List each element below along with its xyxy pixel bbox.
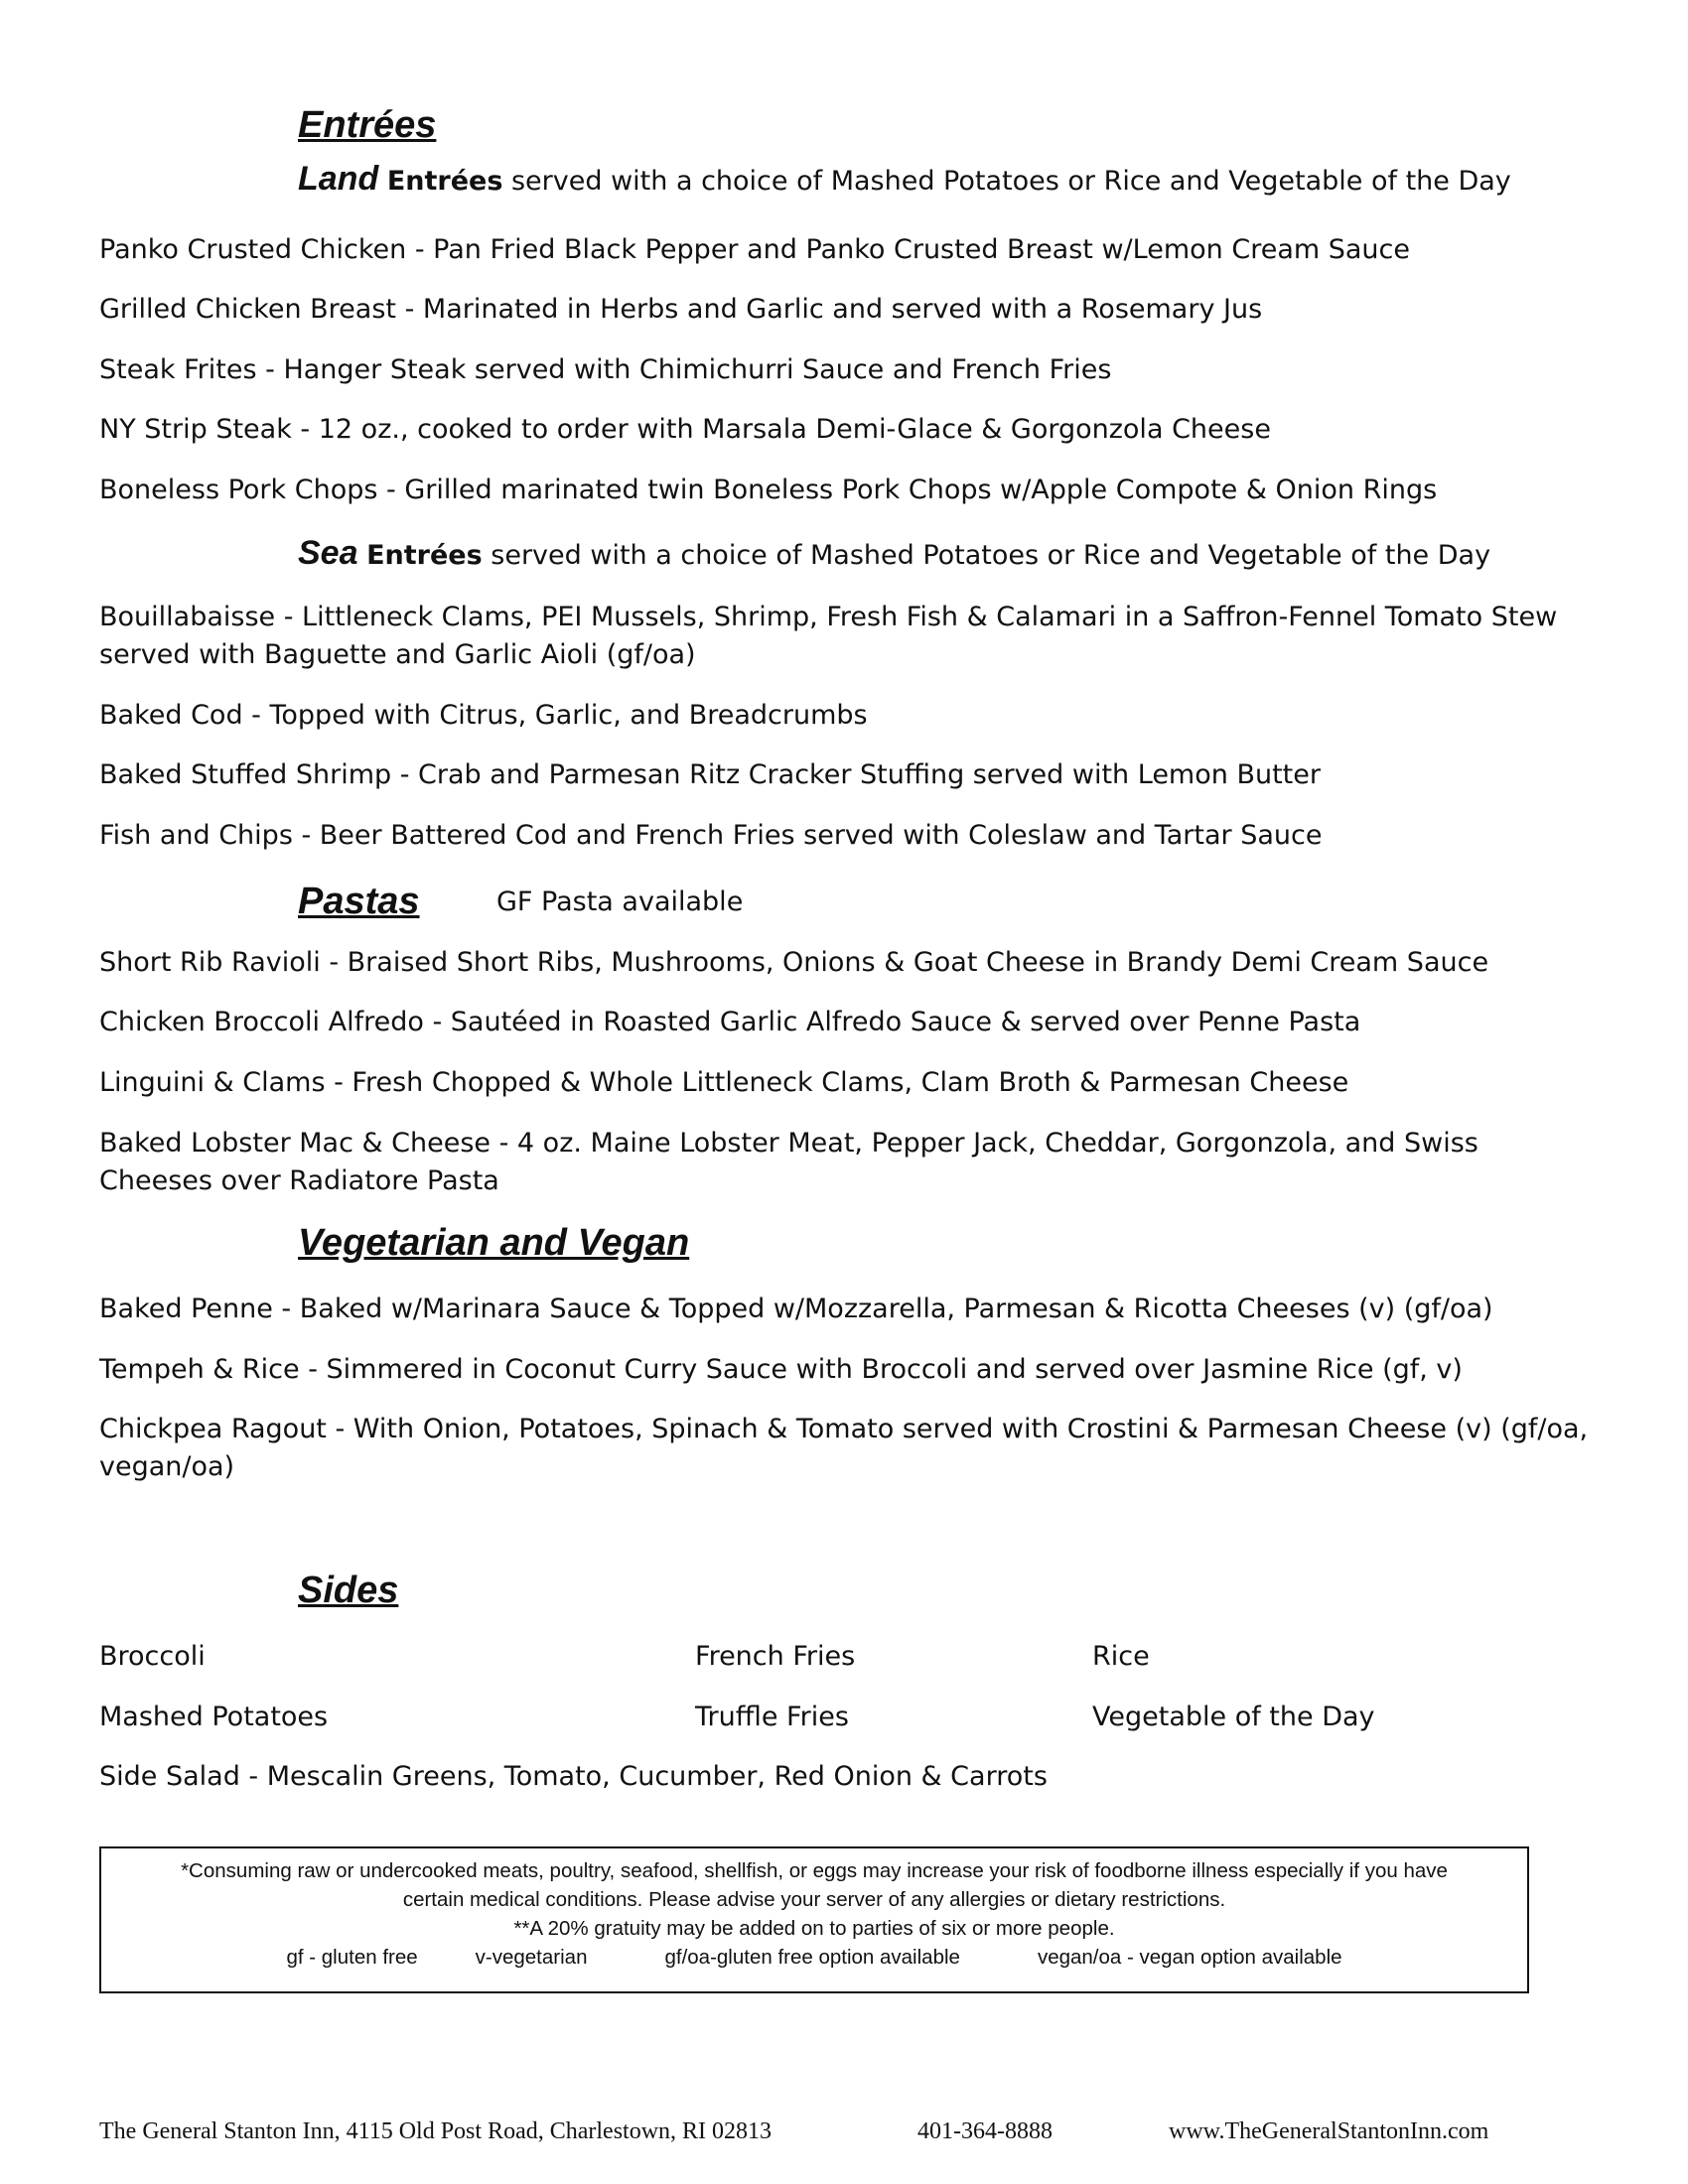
sea-entrees-label: Entrées — [366, 540, 483, 571]
notice-line-2: certain medical conditions. Please advise your server of any allergies or dietary restrictions. — [402, 1888, 1226, 1911]
side-item: Vegetable of the Day — [1092, 1702, 1375, 1732]
legend-v: v-vegetarian — [475, 1946, 588, 1969]
sea-subheading — [298, 536, 1490, 573]
dietary-legend — [101, 1943, 1527, 1972]
land-label: Land — [298, 160, 379, 198]
sea-description: served with a choice of Mashed Potatoes or Rice and Vegetable of the Day — [482, 540, 1491, 571]
land-description: served with a choice of Mashed Potatoes or Rice and Vegetable of the Day — [502, 166, 1511, 197]
footer-address: The General Stanton Inn, 4115 Old Post Road, Charlestown, RI 02813 — [99, 2118, 773, 2144]
menu-item: Chickpea Ragout - With Onion, Potatoes, Spinach & Tomato served with Crostini & Parmesan Cheese (v) (gf/oa, vegan/oa) — [99, 1414, 1589, 1482]
sea-label: Sea — [298, 534, 358, 572]
footer-phone: 401-364-8888 — [917, 2118, 1053, 2144]
notice-line-3: **A 20% gratuity may be added on to parties of six or more people. — [513, 1917, 1115, 1940]
menu-item: Panko Crusted Chicken - Pan Fried Black Pepper and Panko Crusted Breast w/Lemon Cream Sauce — [99, 234, 1410, 265]
menu-item: Short Rib Ravioli - Braised Short Ribs, Mushrooms, Onions & Goat Cheese in Brandy Demi Cream Sauce — [99, 947, 1489, 978]
menu-item: Fish and Chips - Beer Battered Cod and French Fries served with Coleslaw and Tartar Sauce — [99, 820, 1323, 851]
side-item: Broccoli — [99, 1641, 206, 1672]
legend-gf: gf - gluten free — [286, 1946, 418, 1969]
menu-item: Baked Lobster Mac & Cheese - 4 oz. Maine Lobster Meat, Pepper Jack, Cheddar, Gorgonzola, and Swiss Cheeses over Radiatore Pasta — [99, 1128, 1478, 1196]
menu-item: Tempeh & Rice - Simmered in Coconut Curry Sauce with Broccoli and served over Jasmine Rice (gf, v) — [99, 1354, 1463, 1385]
footer-website: www.TheGeneralStantonInn.com — [1169, 2118, 1489, 2144]
land-subheading — [298, 162, 1511, 199]
side-item: Rice — [1092, 1641, 1150, 1672]
entrees-heading: Entrées — [298, 104, 437, 146]
legend-vegan-oa: vegan/oa - vegan option available — [1037, 1946, 1342, 1969]
gf-pasta-note: GF Pasta available — [496, 887, 744, 917]
side-item: Truffle Fries — [695, 1702, 849, 1732]
menu-item: Bouillabaisse - Littleneck Clams, PEI Mussels, Shrimp, Fresh Fish & Calamari in a Saffron-Fennel Tomato Stew served with Baguette and Garlic Aioli (gf/oa) — [99, 602, 1558, 670]
menu-item: Linguini & Clams - Fresh Chopped & Whole Littleneck Clams, Clam Broth & Parmesan Cheese — [99, 1067, 1349, 1098]
menu-item: Grilled Chicken Breast - Marinated in Herbs and Garlic and served with a Rosemary Jus — [99, 294, 1263, 325]
vegetarian-heading: Vegetarian and Vegan — [298, 1222, 690, 1264]
allergy-notice-box — [99, 1846, 1529, 1993]
side-item: French Fries — [695, 1641, 856, 1672]
legend-gf-oa: gf/oa-gluten free option available — [664, 1946, 960, 1969]
menu-item: Boneless Pork Chops - Grilled marinated twin Boneless Pork Chops w/Apple Compote & Onion Rings — [99, 475, 1438, 505]
land-entrees-label: Entrées — [386, 166, 503, 197]
sides-heading: Sides — [298, 1570, 399, 1611]
notice-line-1: *Consuming raw or undercooked meats, poultry, seafood, shellfish, or eggs may increase your risk of foodborne illness especially if you have — [181, 1859, 1448, 1882]
menu-item: Steak Frites - Hanger Steak served with Chimichurri Sauce and French Fries — [99, 354, 1112, 385]
menu-item: Baked Stuffed Shrimp - Crab and Parmesan Ritz Cracker Stuffing served with Lemon Butter — [99, 759, 1321, 790]
menu-item: Chicken Broccoli Alfredo - Sautéed in Roasted Garlic Alfredo Sauce & served over Penne Pasta — [99, 1007, 1361, 1037]
side-salad: Side Salad - Mescalin Greens, Tomato, Cucumber, Red Onion & Carrots — [99, 1761, 1048, 1792]
menu-item: NY Strip Steak - 12 oz., cooked to order with Marsala Demi-Glace & Gorgonzola Cheese — [99, 414, 1271, 445]
menu-item: Baked Cod - Topped with Citrus, Garlic, and Breadcrumbs — [99, 700, 868, 731]
pastas-heading: Pastas — [298, 881, 420, 922]
menu-item: Baked Penne - Baked w/Marinara Sauce & Topped w/Mozzarella, Parmesan & Ricotta Cheeses (v) (gf/oa) — [99, 1294, 1493, 1324]
side-item: Mashed Potatoes — [99, 1702, 329, 1732]
